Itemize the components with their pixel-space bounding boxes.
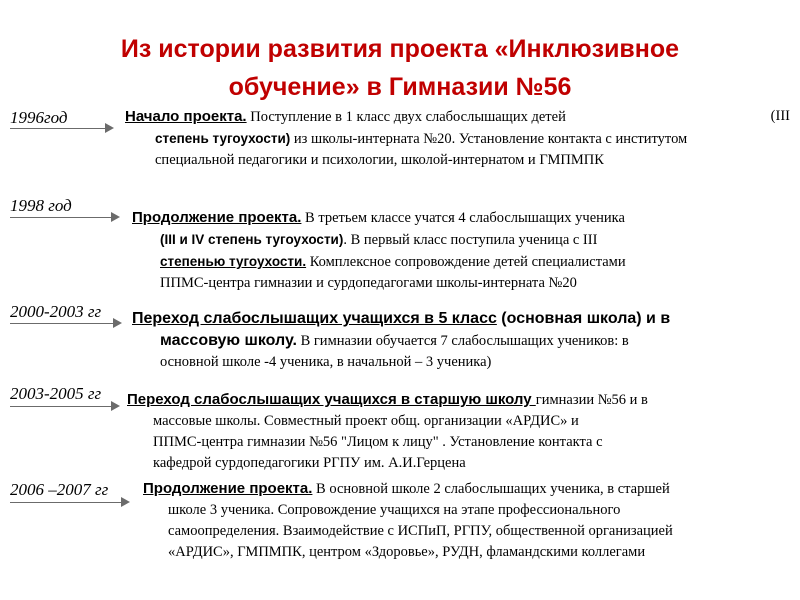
entry-text: из школы-интерната №20. Установление контакта с институтом — [290, 131, 688, 147]
title-line-1: Из истории развития проекта «Инклюзивное — [120, 35, 680, 63]
entry-heading: Переход слабослышащих учащихся в старшую школу — [127, 391, 536, 408]
entry-text: (III — [770, 108, 790, 124]
timeline-arrow — [10, 323, 120, 324]
entry-text: В гимназии обучается 7 слабослышащих учеников: в — [296, 333, 629, 349]
title-line-2: обучение» в Гимназии №56 — [228, 73, 572, 101]
year-label: 2000-2003 гг — [10, 302, 102, 321]
year-label: 1996год — [10, 108, 68, 127]
entry-heading: Продолжение проекта. — [132, 209, 302, 226]
entry-text: специальной педагогики и психологии, школой-интернатом и ГМПМПК — [155, 152, 604, 168]
timeline-arrow — [10, 217, 118, 218]
timeline-arrow — [10, 502, 128, 503]
timeline-arrow — [10, 128, 112, 129]
entry-text: самоопределения. Взаимодействие с ИСПиП, РГПУ, общественной организацией — [168, 523, 673, 539]
entry-bold-text: степенью тугоухости. — [160, 254, 307, 269]
entry-text: основной школе -4 ученика, в начальной – 3 ученика) — [160, 354, 492, 370]
timeline-entry-1998 — [132, 207, 626, 294]
entry-text: Поступление в 1 класс двух слабослышащих детей — [246, 109, 566, 125]
entry-text: Комплексное сопровождение детей специалистами — [306, 254, 626, 270]
entry-text: школе 3 ученика. Сопровождение учащихся на этапе профессионального — [168, 502, 621, 518]
entry-text: «АРДИС», ГМПМПК, центром «Здоровье», РУДН, фламандскими коллегами — [168, 544, 646, 560]
timeline-entry-1996 — [125, 106, 790, 171]
entry-text: . В первый класс поступила ученица с III — [343, 232, 598, 248]
timeline-entry-2003-2005 — [127, 389, 648, 474]
entry-bold-text: степень тугоухости) — [155, 131, 291, 146]
entry-text: массовые школы. Совместный проект общ. организации «АРДИС» и — [153, 413, 579, 429]
entry-text: гимназии №56 и в — [535, 392, 648, 408]
entry-heading: Начало проекта. — [125, 108, 247, 125]
entry-text: (основная школа) и в — [496, 310, 671, 327]
timeline-entry-2000-2003 — [132, 308, 670, 373]
entry-text: кафедрой сурдопедагогики РГПУ им. А.И.Герцена — [153, 455, 466, 471]
timeline-arrow — [10, 406, 118, 407]
entry-text: ППМС-центра гимназии и сурдопедагогами школы-интерната №20 — [160, 275, 577, 291]
year-label: 2006 –2007 гг — [10, 480, 109, 499]
entry-text: ППМС-центра гимназии №56 "Лицом к лицу" . Установление контакта с — [153, 434, 603, 450]
page-title — [40, 30, 760, 106]
entry-text: В третьем классе учатся 4 слабослышащих ученика — [301, 210, 625, 226]
entry-heading: Переход слабослышащих учащихся в 5 класс — [132, 310, 497, 327]
year-label: 1998 год — [10, 196, 72, 215]
entry-text: В основной школе 2 слабослышащих ученика, в старшей — [312, 481, 670, 497]
year-label: 2003-2005 гг — [10, 384, 102, 403]
entry-heading: Продолжение проекта. — [143, 480, 313, 497]
timeline-entry-2006-2007 — [143, 478, 673, 563]
entry-bold-text: (III и IV степень тугоухости) — [160, 232, 344, 247]
entry-bold-text: массовую школу. — [160, 332, 297, 349]
